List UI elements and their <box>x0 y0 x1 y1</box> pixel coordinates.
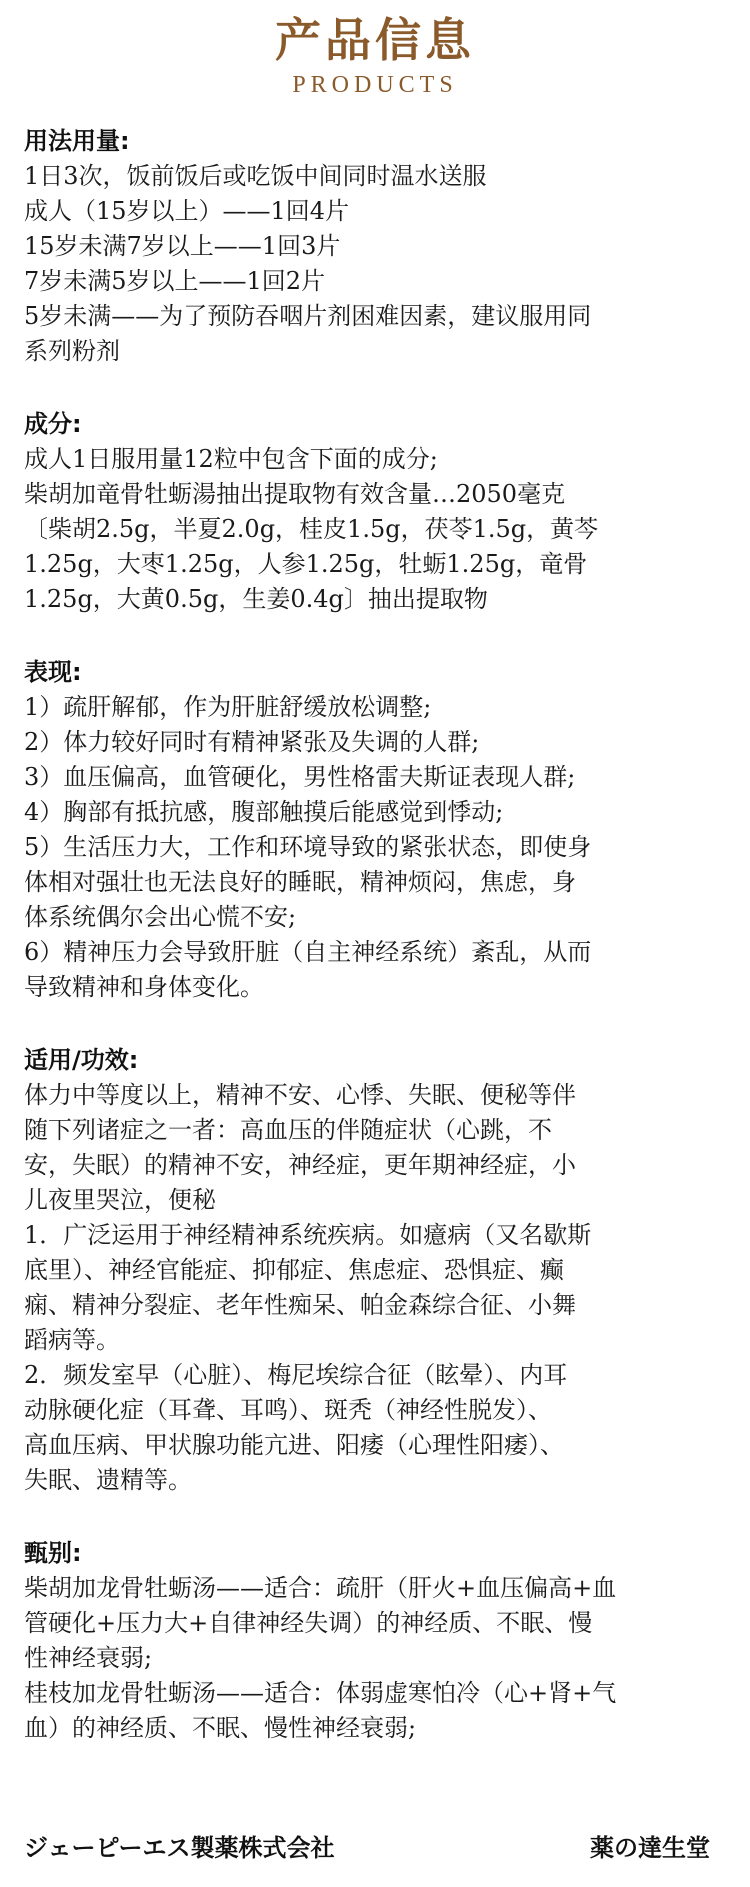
section-line: 管硬化+压力大+自律神经失调）的神经质、不眠、慢 <box>24 1609 593 1637</box>
section-line: 随下列诸症之一者：高血压的伴随症状（心跳，不 <box>24 1116 552 1144</box>
section-line: 1.25g，大枣1.25g，人参1.25g，牡蛎1.25g，竜骨 <box>24 550 588 578</box>
section-line: 蹈病等。 <box>24 1326 120 1354</box>
content-sections <box>24 124 726 1746</box>
section-line: 体相对强壮也无法良好的睡眠，精神烦闷，焦虑，身 <box>24 868 576 896</box>
section-line: 血）的神经质、不眠、慢性神经衰弱; <box>24 1714 417 1742</box>
section-line: 成人（15岁以上）——1回4片 <box>24 197 350 225</box>
section-line: 导致精神和身体变化。 <box>24 973 264 1001</box>
section <box>24 407 726 617</box>
section-line: 安，失眠）的精神不安，神经症，更年期神经症，小 <box>24 1151 576 1179</box>
section-line: 2）体力较好同时有精神紧张及失调的人群; <box>24 728 480 756</box>
section-line: 2．频发室早（心脏）、梅尼埃综合征（眩晕）、内耳 <box>24 1361 568 1389</box>
section-line: 1日3次，饭前饭后或吃饭中间同时温水送服 <box>24 162 487 190</box>
page-subtitle: PRODUCTS <box>292 72 458 98</box>
section-line: 柴胡加竜骨牡蛎湯抽出提取物有效含量…2050毫克 <box>24 480 566 508</box>
section-line: 1．广泛运用于神经精神系统疾病。如癔病（又名歇斯 <box>24 1221 592 1249</box>
section <box>24 1043 726 1498</box>
section-heading: 甄别: <box>24 1539 82 1567</box>
section-line: 高血压病、甲状腺功能亢进、阳痿（心理性阳痿）、 <box>24 1431 564 1459</box>
section <box>24 124 726 369</box>
section-line: 成人1日服用量12粒中包含下面的成分; <box>24 445 438 473</box>
page-title: 产品信息 <box>275 13 475 67</box>
section-line: 6）精神压力会导致肝脏（自主神经系统）紊乱，从而 <box>24 938 592 966</box>
section-line: 1）疏肝解郁，作为肝脏舒缓放松调整; <box>24 693 432 721</box>
section-line: 15岁未满7岁以上——1回3片 <box>24 232 341 260</box>
section-line: 柴胡加龙骨牡蛎汤——适合：疏肝（肝火+血压偏高+血 <box>24 1574 617 1602</box>
section-heading: 表现: <box>24 658 82 686</box>
section-line: 底里）、神经官能症、抑郁症、焦虑症、恐惧症、癫 <box>24 1256 564 1284</box>
section-line: 5）生活压力大，工作和环境导致的紧张状态，即使身 <box>24 833 592 861</box>
brand-name: 薬の達生堂 <box>590 1834 710 1862</box>
section-line: 性神经衰弱; <box>24 1644 153 1672</box>
section-line: 儿夜里哭泣，便秘 <box>24 1186 216 1214</box>
section-line: 动脉硬化症（耳聋、耳鸣）、斑秃（神经性脱发）、 <box>24 1396 552 1424</box>
section <box>24 1536 726 1746</box>
section-line: 系列粉剂 <box>24 337 120 365</box>
page-footer <box>24 1832 710 1864</box>
section-heading: 适用/功效: <box>24 1046 139 1074</box>
section-heading: 用法用量: <box>24 127 130 155</box>
company-name: ジェーピーエス製薬株式会社 <box>24 1834 335 1862</box>
section-line: 体系统偶尔会出心慌不安; <box>24 903 297 931</box>
section-line: 4）胸部有抵抗感，腹部触摸后能感觉到悸动; <box>24 798 504 826</box>
section-line: 5岁未满——为了预防吞咽片剂困难因素，建议服用同 <box>24 302 592 330</box>
section-line: 桂枝加龙骨牡蛎汤——适合：体弱虚寒怕冷（心+肾+气 <box>24 1679 617 1707</box>
section-line: 体力中等度以上，精神不安、心悸、失眠、便秘等伴 <box>24 1081 576 1109</box>
section-line: 1.25g，大黄0.5g，生姜0.4g〕抽出提取物 <box>24 585 488 613</box>
section-heading: 成分: <box>24 410 82 438</box>
section-line: 〔柴胡2.5g，半夏2.0g，桂皮1.5g，茯苓1.5g，黄芩 <box>24 515 599 543</box>
section-line: 痫、精神分裂症、老年性痴呆、帕金森综合征、小舞 <box>24 1291 576 1319</box>
section-line: 失眠、遗精等。 <box>24 1466 192 1494</box>
section-line: 3）血压偏高，血管硬化，男性格雷夫斯证表现人群; <box>24 763 576 791</box>
page-header <box>24 0 726 102</box>
section-line: 7岁未满5岁以上——1回2片 <box>24 267 326 295</box>
section <box>24 655 726 1005</box>
